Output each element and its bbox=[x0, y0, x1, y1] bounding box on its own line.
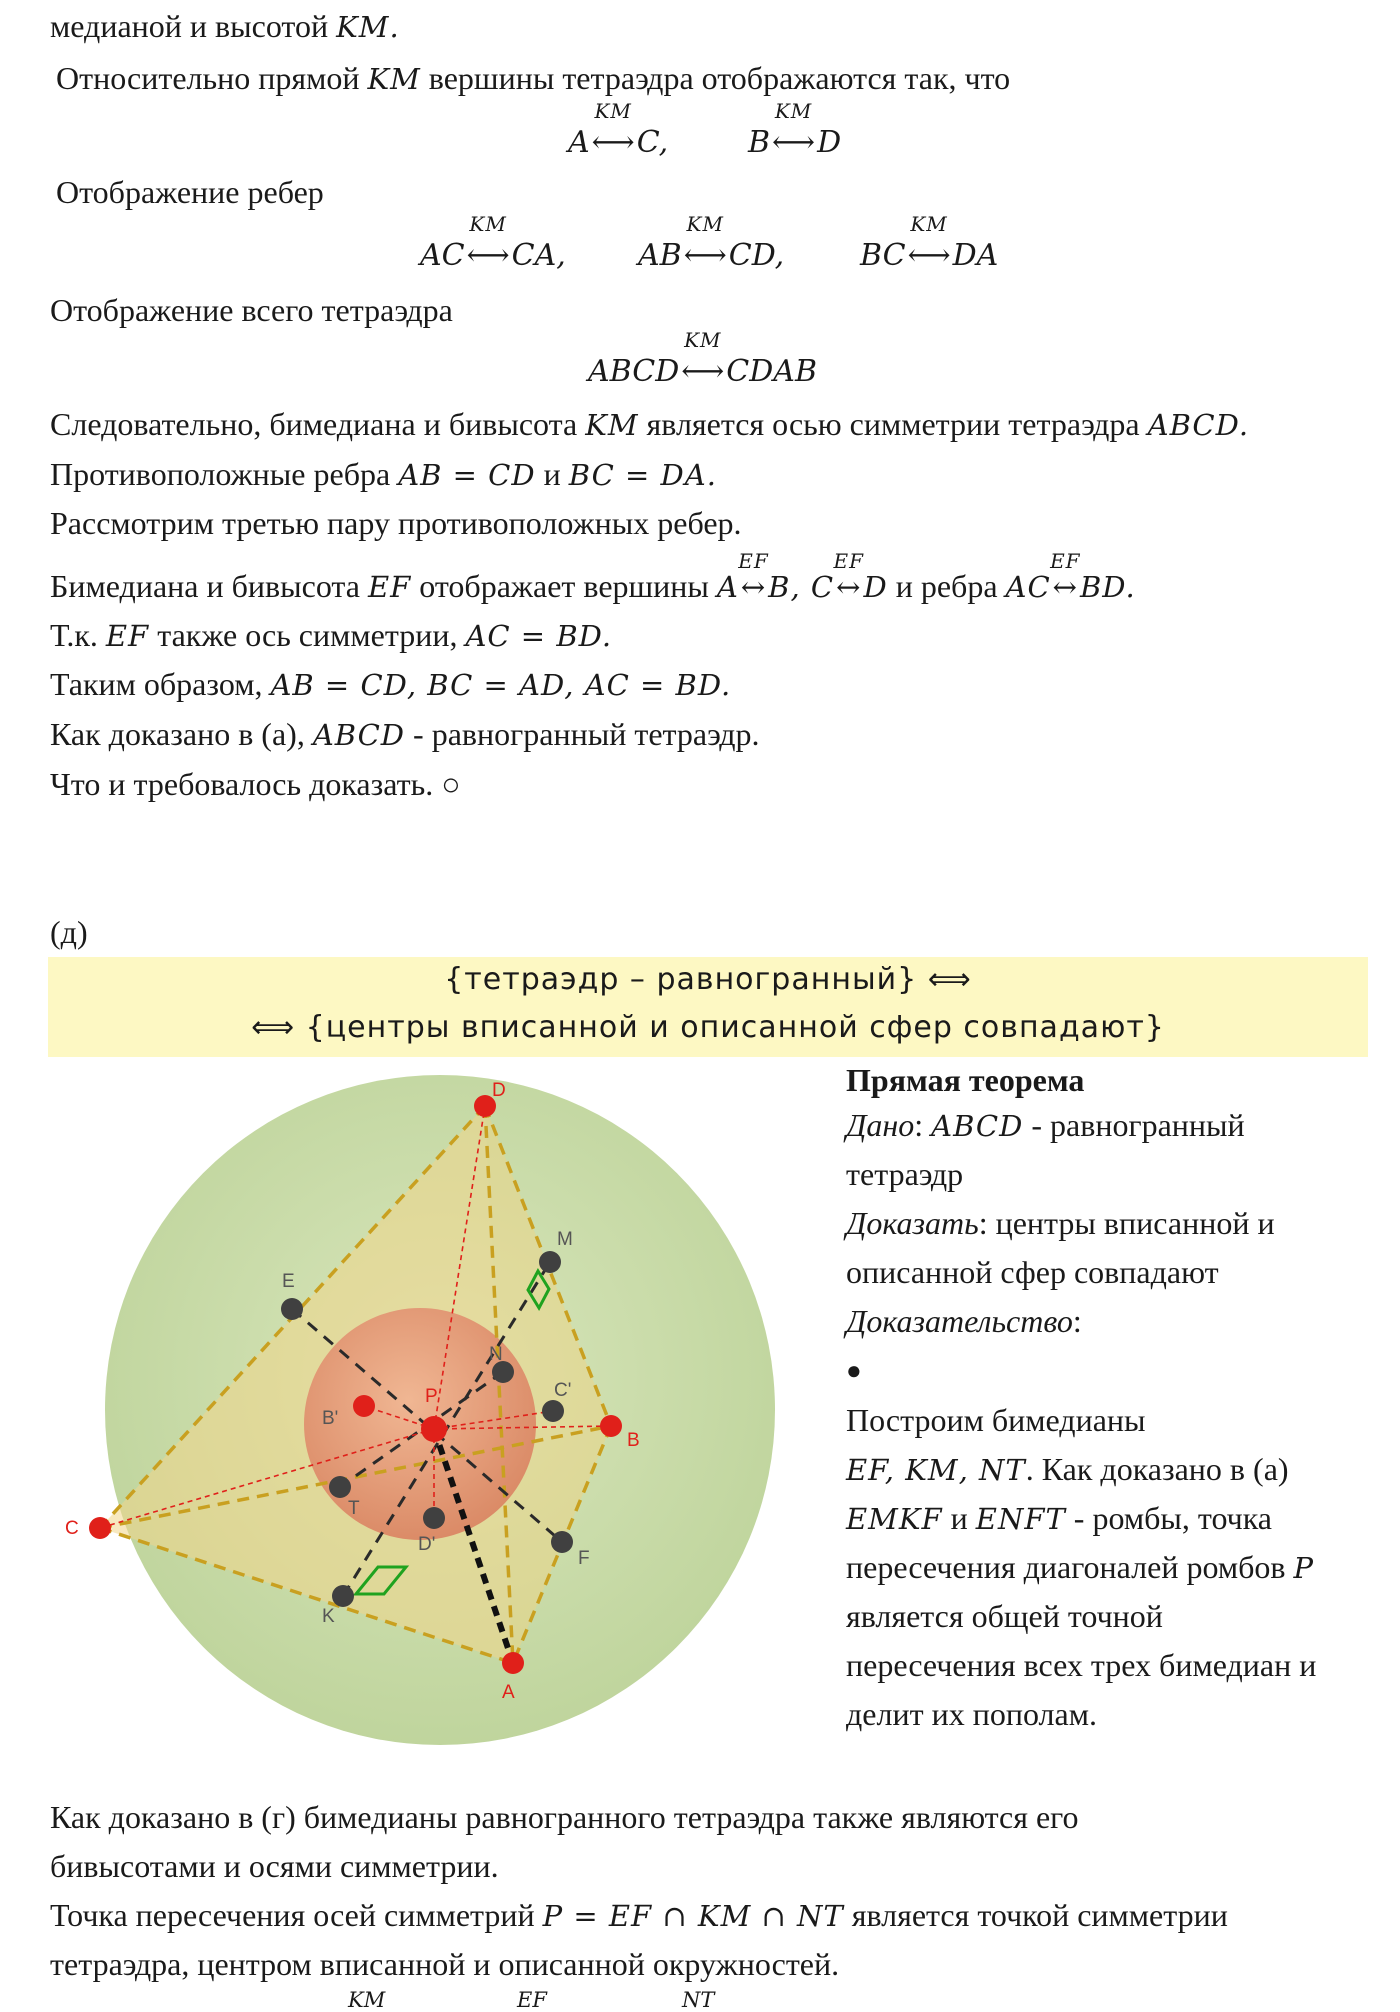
label-F: F bbox=[578, 1548, 590, 1569]
section-label: (д) bbox=[50, 914, 88, 950]
label-E: E bbox=[282, 1271, 295, 1292]
tetra-mapping: ABCD KM ⟷CDAB bbox=[588, 328, 818, 389]
theorem-given: Дано: ABCD - равногранный bbox=[846, 1107, 1245, 1143]
bottom-cut-label-3: NT bbox=[682, 1988, 715, 2012]
bottom-line-1: Как доказано в (г) бимедианы равногранного тетраэдра также являются его bbox=[50, 1799, 1079, 1835]
label-D-prime: D' bbox=[418, 1534, 436, 1555]
point-D-prime bbox=[423, 1507, 445, 1529]
point-C-prime bbox=[542, 1400, 564, 1422]
point-F bbox=[551, 1531, 573, 1553]
theorem-statement-line-1: {тетраэдр – равногранный} ⟺ bbox=[444, 962, 972, 997]
point-P bbox=[421, 1416, 447, 1442]
theorem-statement-line-2: ⟺ {центры вписанной и описанной сфер совпадают} bbox=[251, 1010, 1165, 1045]
label-D: D bbox=[492, 1080, 506, 1101]
label-K: K bbox=[322, 1606, 335, 1627]
text-ef-mapping: Бимедиана и бивысота EF отображает вершины A EF ↔B, C EF ↔D и ребра AC EF ↔BD. bbox=[50, 549, 1136, 604]
point-K bbox=[332, 1585, 354, 1607]
proof-line-6: пересечения всех трех бимедиан и bbox=[846, 1647, 1317, 1683]
label-B: B bbox=[627, 1430, 640, 1451]
label-P: P bbox=[425, 1386, 438, 1407]
theorem-proof-label: Доказательство: bbox=[846, 1303, 1082, 1339]
point-T bbox=[329, 1476, 351, 1498]
theorem-prove: Доказать: центры вписанной и bbox=[846, 1205, 1275, 1241]
label-C: C bbox=[65, 1518, 79, 1539]
proof-line-2: EF, KM, NT. Как доказано в (а) bbox=[846, 1451, 1289, 1487]
point-M bbox=[539, 1251, 561, 1273]
proof-line-1: Построим бимедианы bbox=[846, 1402, 1146, 1438]
proof-line-5: является общей точной bbox=[846, 1598, 1163, 1634]
text-as-proved: Как доказано в (а), ABCD - равногранный тетраэдр. bbox=[50, 716, 760, 752]
text-qed: Что и требовалось доказать. ○ bbox=[50, 766, 461, 802]
text-thus: Таким образом, AB = CD, BC = AD, AC = BD. bbox=[50, 666, 732, 702]
label-C-prime: C' bbox=[554, 1380, 572, 1401]
edge-mapping-1: AC KM ⟷CA, bbox=[420, 212, 566, 273]
text-whole-heading: Отображение всего тетраэдра bbox=[50, 292, 453, 328]
point-E bbox=[281, 1298, 303, 1320]
label-M: M bbox=[557, 1229, 573, 1250]
point-B-prime bbox=[353, 1395, 375, 1417]
label-B-prime: B' bbox=[322, 1408, 339, 1429]
text-third-pair: Рассмотрим третью пару противоположных ребер. bbox=[50, 505, 742, 541]
label-N: N bbox=[489, 1344, 503, 1365]
vertex-mapping-2: B KM ⟷D bbox=[748, 99, 842, 160]
proof-line-4: пересечения диагоналей ромбов P bbox=[846, 1549, 1314, 1585]
vertex-A bbox=[502, 1652, 524, 1674]
bottom-cut-label-2: EF bbox=[517, 1988, 547, 2012]
bottom-line-3: Точка пересечения осей симметрий P = EF ∩ KM ∩ NT является точкой симметрии bbox=[50, 1897, 1228, 1933]
text-consequently: Следовательно, бимедиана и бивысота KM является осью симметрии тетраэдра ABCD. bbox=[50, 406, 1250, 442]
proof-line-7: делит их пополам. bbox=[846, 1696, 1097, 1732]
theorem-title: Прямая теорема bbox=[846, 1062, 1085, 1098]
tetrahedron-figure bbox=[60, 1062, 820, 1762]
bullet: ● bbox=[846, 1356, 862, 1385]
vertex-B bbox=[600, 1415, 622, 1437]
bottom-cut-label-1: KM bbox=[348, 1988, 386, 2012]
edge-mapping-2: AB KM ⟷CD, bbox=[638, 212, 785, 273]
vertex-C bbox=[89, 1517, 111, 1539]
text-edges-heading: Отображение ребер bbox=[56, 174, 324, 210]
text-line-1: медианой и высотой KM. bbox=[50, 8, 400, 44]
label-T: T bbox=[348, 1498, 360, 1519]
text-line-2: Относительно прямой KM вершины тетраэдра отображаются так, что bbox=[56, 60, 1011, 96]
bottom-line-2: бивысотами и осями симметрии. bbox=[50, 1848, 499, 1884]
text-opposite-edges: Противоположные ребра AB = CD и BC = DA. bbox=[50, 456, 717, 492]
edge-mapping-3: BC KM ⟷DA bbox=[860, 212, 999, 273]
text-tk: Т.к. EF также ось симметрии, AC = BD. bbox=[50, 617, 613, 653]
proof-line-3: EMKF и ENFT - ромбы, точка bbox=[846, 1500, 1272, 1536]
label-A: A bbox=[502, 1682, 515, 1703]
vertex-mapping-1: A KM ⟷C, bbox=[568, 99, 669, 160]
theorem-given-2: тетраэдр bbox=[846, 1156, 964, 1192]
bottom-line-4: тетраэдра, центром вписанной и описанной окружностей. bbox=[50, 1946, 840, 1982]
theorem-prove-2: описанной сфер совпадают bbox=[846, 1254, 1219, 1290]
